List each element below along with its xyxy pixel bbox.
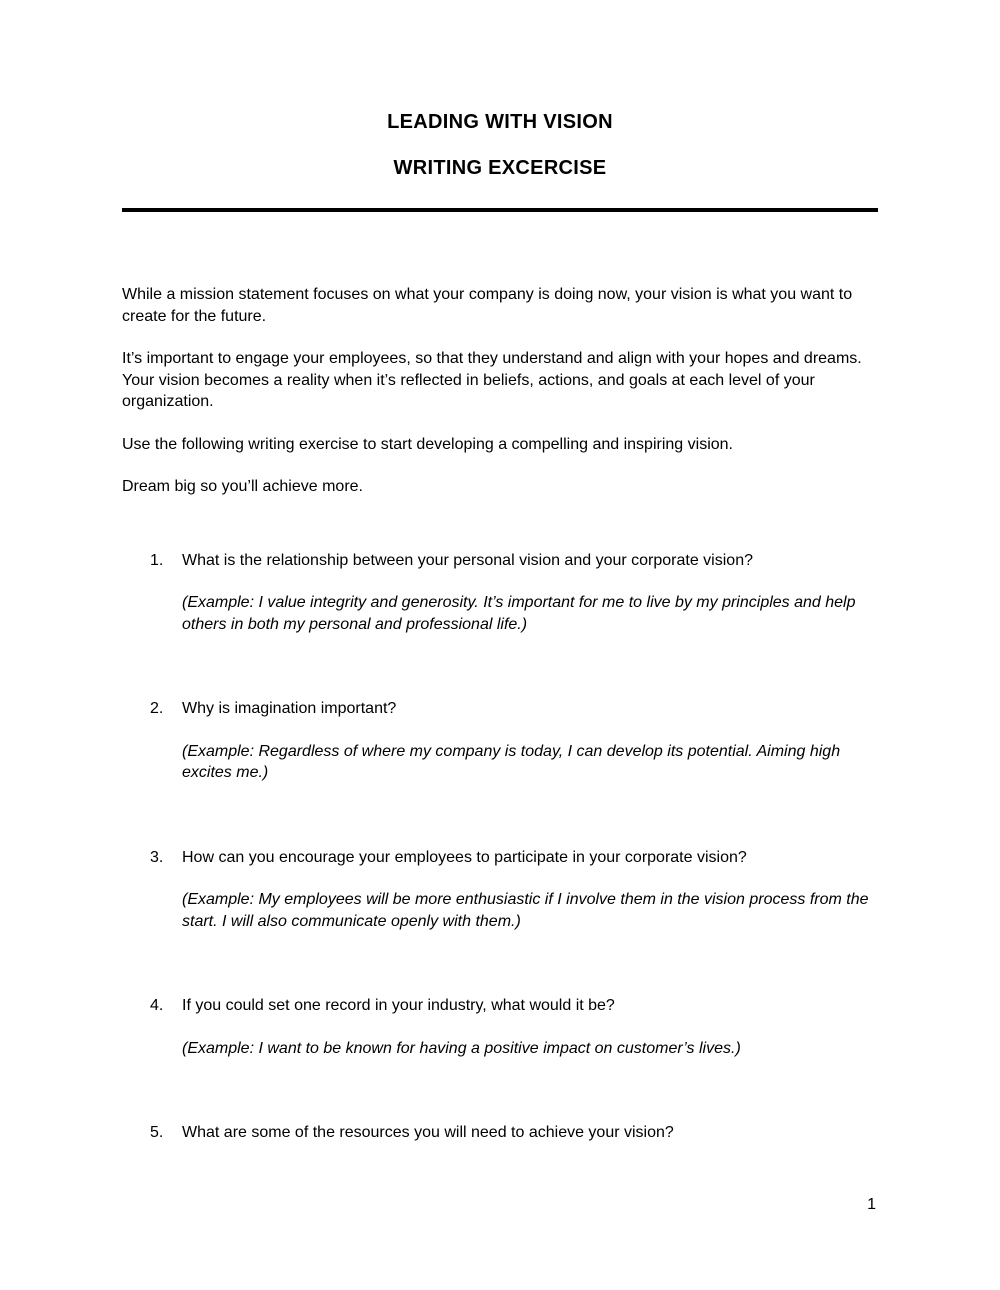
question-text: Why is imagination important? xyxy=(182,700,397,717)
question-example: (Example: I value integrity and generosity. It’s important for me to live by my principles and help others in both my personal and professional life.) xyxy=(182,594,856,633)
question-number: 3. xyxy=(150,848,164,866)
exercise-item-4 xyxy=(122,995,878,1059)
question-example: (Example: My employees will be more enthusiastic if I involve them in the vision process from the start. I will also communicate openly with them.) xyxy=(182,891,869,930)
exercise-item-3 xyxy=(122,847,878,933)
intro-paragraph: Use the following writing exercise to start developing a compelling and inspiring vision. xyxy=(122,435,733,453)
question-row xyxy=(122,847,878,869)
question-text: What is the relationship between your personal vision and your corporate vision? xyxy=(182,551,753,569)
exercise-item-2 xyxy=(122,698,878,784)
title-divider-rule xyxy=(122,208,878,212)
document-header xyxy=(0,0,1000,180)
question-number: 5. xyxy=(150,1124,164,1141)
exercise-question-list xyxy=(122,550,878,1144)
intro-section xyxy=(122,284,878,498)
document-title-line1: LEADING WITH VISION xyxy=(387,111,613,133)
exercise-item-1 xyxy=(122,550,878,636)
intro-paragraph: Dream big so you’ll achieve more. xyxy=(122,478,363,495)
question-row xyxy=(122,995,878,1017)
question-number: 1. xyxy=(150,551,164,569)
question-example: (Example: I want to be known for having a positive impact on customer’s lives.) xyxy=(182,1039,741,1057)
document-body xyxy=(0,284,1000,1144)
question-row xyxy=(122,1122,878,1144)
intro-paragraph: While a mission statement focuses on what your company is doing now, your vision is what you want to create for the future. xyxy=(122,286,853,325)
page-number: 1 xyxy=(867,1196,876,1213)
question-number: 2. xyxy=(150,700,164,717)
question-text: How can you encourage your employees to participate in your corporate vision? xyxy=(182,848,747,866)
question-row xyxy=(122,550,878,572)
question-text: What are some of the resources you will need to achieve your vision? xyxy=(182,1124,674,1141)
question-row xyxy=(122,698,878,720)
intro-paragraph: It’s important to engage your employees, so that they understand and align with your hopes and dreams. Your vision becomes a reality when it’s reflected in beliefs, actions, and goals at each level of your organization. xyxy=(122,350,862,410)
question-number: 4. xyxy=(150,997,164,1014)
exercise-item-5 xyxy=(122,1122,878,1144)
question-example: (Example: Regardless of where my company is today, I can develop its potential. Aiming high excites me.) xyxy=(182,742,841,781)
question-text: If you could set one record in your industry, what would it be? xyxy=(182,997,615,1014)
document-title-line2: WRITING EXCERCISE xyxy=(393,157,607,179)
